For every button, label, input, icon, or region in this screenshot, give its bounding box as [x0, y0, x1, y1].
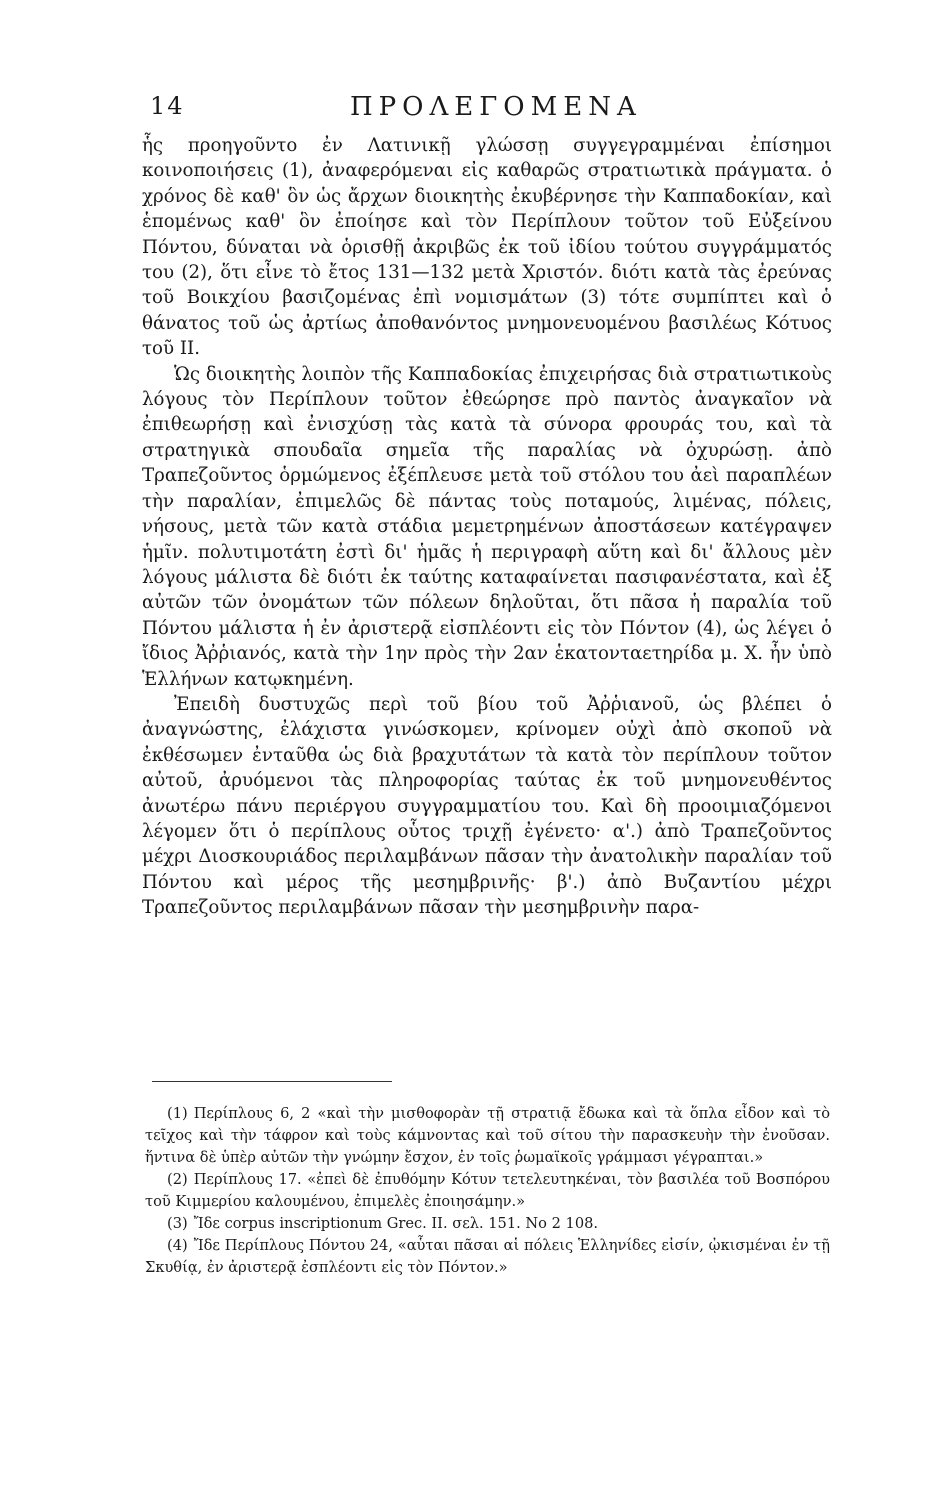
footnote-mark: (1): [167, 1105, 188, 1122]
footnote-text: Ἴδε corpus inscriptionum Grec. II. σελ. 151. Νο 2 108.: [193, 1215, 599, 1232]
footnote: [145, 1169, 830, 1213]
paragraph: Ἐπειδὴ δυστυχῶς περὶ τοῦ βίου τοῦ Ἀῤῥιανοῦ, ὡς βλέπει ὁ ἀναγνώστης, ἐλάχιστα γινώσκομεν, κρίνομεν οὐχὶ ἀπὸ σκοποῦ νὰ ἐκθέσωμεν ἐνταῦθα ὡς διὰ βραχυτάτων τὰ κατὰ τὸν περίπλουν τοῦτον αὐτοῦ, ἀρυόμενοι τὰς πληροφορίας ταύτας ἐκ τοῦ μνημονευθέντος ἀνωτέρω πάνυ περιέργου συγγραμματίου του. Καὶ δὴ προοιμιαζόμενοι λέγομεν ὅτι ὁ περίπλους οὗτος τριχῇ ἐγένετο· α'.) ἀπὸ Τραπεζοῦντος μέχρι Διοσκουριάδος περιλαμβάνων πᾶσαν τὴν ἀνατολικὴν παραλίαν τοῦ Πόντου καὶ μέρος τῆς μεσημβρινῆς· β'.) ἀπὸ Βυζαντίου μέχρι Τραπεζοῦντος περιλαμβάνων πᾶσαν τὴν μεσημβρινὴν παρα-: [142, 693, 832, 919]
main-text: [142, 133, 832, 921]
running-head: [150, 92, 830, 132]
footnote: [145, 1235, 830, 1279]
footnote-mark: (4): [167, 1237, 188, 1254]
footnote: [145, 1103, 830, 1169]
paragraph: Ὡς διοικητὴς λοιπὸν τῆς Καππαδοκίας ἐπιχειρήσας διὰ στρατιωτικοὺς λόγους τὸν Περίπλουν τοῦτον ἐθεώρησε πρὸ παντὸς ἀναγκαῖον νὰ ἐπιθεωρήσῃ καὶ ἐνισχύσῃ τὰς κατὰ τὰ σύνορα φρουράς του, καὶ τὰ στρατηγικὰ σπουδαῖα σημεῖα τῆς παραλίας νὰ ὀχυρώσῃ. ἀπὸ Τραπεζοῦντος ὁρμώμενος ἐξέπλευσε μετὰ τοῦ στόλου του ἀεὶ παραπλέων τὴν παραλίαν, ἐπιμελῶς δὲ πάντας τοὺς ποταμούς, λιμένας, πόλεις, νήσους, μετὰ τῶν κατὰ στάδια μεμετρημένων ἀποστάσεων κατέγραψεν ἡμῖν. πολυτιμοτάτη ἐστὶ δι' ἡμᾶς ἡ περιγραφὴ αὕτη καὶ δι' ἄλλους μὲν λόγους μάλιστα δὲ διότι ἐκ ταύτης καταφαίνεται πασιφανέστατα, καὶ ἐξ αὐτῶν τῶν ὀνομάτων τῶν πόλεων δηλοῦται, ὅτι πᾶσα ἡ παραλία τοῦ Πόντου μάλιστα ἡ ἐν ἀριστερᾷ εἰσπλέοντι εἰς τὸν Πόντον (4), ὡς λέγει ὁ ἴδιος Ἀῤῥιανός, κατὰ τὴν 1ην πρὸς τὴν 2αν ἑκατονταετηρίδα μ. Χ. ἦν ὑπὸ Ἑλλήνων κατῳκημένη.: [142, 363, 832, 690]
footnote-mark: (3): [167, 1215, 188, 1232]
footnote-text: Ἴδε Περίπλους Πόντου 24, «αὗται πᾶσαι αἱ πόλεις Ἑλληνίδες εἰσίν, ᾠκισμέναι ἐν τῇ Σκυθίᾳ, ἐν ἀριστερᾷ ἐσπλέοντι εἰς τὸν Πόντον.»: [145, 1237, 830, 1276]
footnote: [145, 1213, 830, 1235]
page-number: 14: [150, 92, 185, 120]
footnote-text: Περίπλους 17. «ἐπεὶ δὲ ἐπυθόμην Κότυν τετελευτηκέναι, τὸν βασιλέα τοῦ Βοσπόρου τοῦ Κιμμερίου καλουμένου, ἐπιμελὲς ἐποιησάμην.»: [145, 1171, 830, 1210]
paragraph: ἧς προηγοῦντο ἐν Λατινικῇ γλώσσῃ συγγεγραμμέναι ἐπίσημοι κοινοποιήσεις (1), ἀναφερόμεναι εἰς καθαρῶς στρατιωτικὰ πράγματα. ὁ χρόνος δὲ καθ' ὃν ὡς ἄρχων διοικητὴς ἐκυβέρνησε τὴν Καππαδοκίαν, καὶ ἑπομένως καθ' ὃν ἐποίησε καὶ τὸν Περίπλουν τοῦτον τοῦ Εὐξείνου Πόντου, δύναται νὰ ὁρισθῇ ἀκριβῶς ἐκ τοῦ ἰδίου τούτου συγγράμματός του (2), ὅτι εἶνε τὸ ἔτος 131—132 μετὰ Χριστόν. διότι κατὰ τὰς ἐρεύνας τοῦ Βοικχίου βασιζομένας ἐπὶ νομισμάτων (3) τότε συμπίπτει καὶ ὁ θάνατος τοῦ ὡς ἀρτίως ἀποθανόντος μνημονευομένου βασιλέως Κότυος τοῦ ΙΙ.: [142, 135, 832, 360]
footnote-text: Περίπλους 6, 2 «καὶ τὴν μισθοφορὰν τῇ στρατιᾷ ἔδωκα καὶ τὰ ὅπλα εἶδον καὶ τὸ τεῖχος καὶ τὴν τάφρον καὶ τοὺς κάμνοντας καὶ τοῦ σίτου τὴν παρασκευὴν τὴν ἐνοῦσαν. ἥντινα δὲ ὑπὲρ αὐτῶν τὴν γνώμην ἔσχον, ἐν τοῖς ῥωμαϊκοῖς γράμμασι γέγραπται.»: [145, 1105, 830, 1166]
footnote-divider: [152, 1081, 392, 1082]
footnotes: [145, 1103, 830, 1279]
running-title: ΠΡΟΛΕΓΟΜΕΝΑ: [350, 92, 642, 122]
footnote-mark: (2): [167, 1171, 188, 1188]
